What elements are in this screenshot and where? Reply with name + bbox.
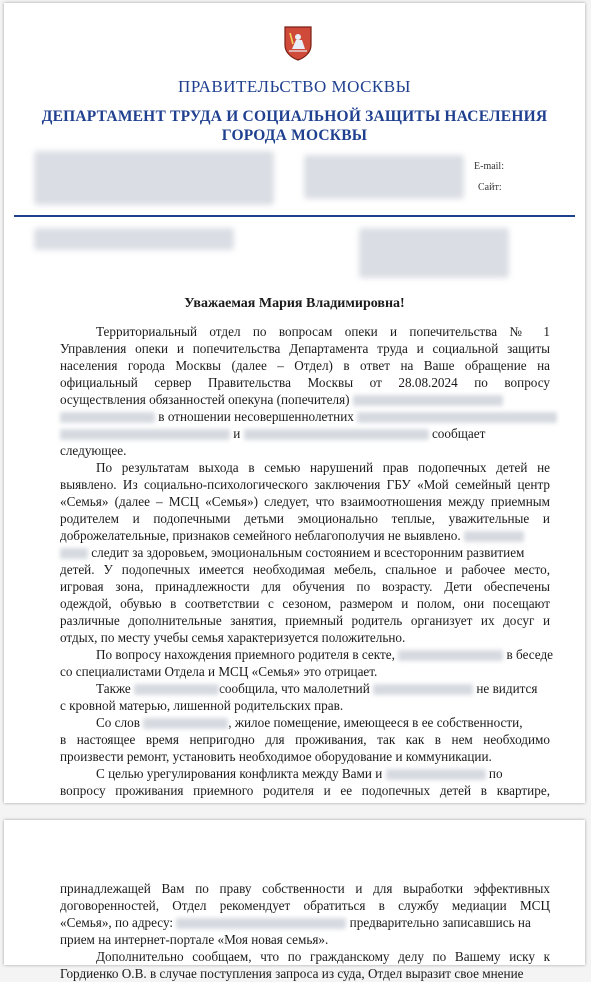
department-title [24,107,565,145]
body-line: Управления опеки и попечительства Департамента труда и социальной защиты [60,341,550,356]
body-line: Гордиенко О.В. в случае поступления запроса из суда, Отдел выразит свое мнение [60,966,524,981]
redacted-contact-block [304,155,464,199]
greeting: Уважаемая Мария Владимировна! [184,296,405,311]
body-line: следит за здоровьем, эмоциональным состоянием и всесторонним развитием [60,544,550,561]
body-line: выявлено. Из социально-психологического заключения ГБУ «Мой семейный центр [60,477,550,492]
department-title-line2: ГОРОДА МОСКВЫ [221,127,368,144]
body-line: официальный сервер Правительства Москвы от 28.08.2024 по вопросу [60,375,550,390]
letter-page-2 [4,820,585,981]
body-line: Дополнительно сообщаем, что по гражданскому делу по Вашему иску к [96,949,550,964]
redacted-recipient [359,228,509,278]
body-line: следующее. [60,443,127,458]
body-line: с кровной матерью, лишенной родительских прав. [60,698,344,713]
body-line: произвести ремонт, установить необходимое оборудование и коммуникации. [60,749,492,764]
body-line: По вопросу нахождения приемного родителя в секте, в беседе [96,647,554,662]
body-line: одеждой, обувью в соответствии с сезоном, размером и полом, они посещают [60,596,550,611]
body-line: игровая зона, принадлежности для обучения по возрасту. Дети обеспечены [60,579,550,594]
body-line: С целью урегулирования конфликта между Вами и по [96,766,503,781]
body-line: «Семья», по адресу: предварительно записавшись на [60,915,531,930]
body-line: принадлежащей Вам по праву собственности и для выработки эффективных [60,881,550,896]
government-title: ПРАВИТЕЛЬСТВО МОСКВЫ [178,77,411,96]
body-line: договоренностей, Отдел рекомендует обратиться в службу медиации МСЦ [60,898,550,913]
body-line: со специалистами Отдела и МСЦ «Семья» это отрицает. [60,664,378,679]
header-divider [14,215,575,217]
site-label: Сайт: [478,182,502,193]
body-line: в отношении несовершеннолетних [60,408,550,425]
body-line: По результатам выхода в семью нарушений прав подопечных детей не [96,460,550,475]
body-line: Со слов , жилое помещение, имеющееся в ее собственности, [96,715,523,730]
body-line: Территориальный отдел по вопросам опеки и попечительства № 1 [96,324,550,339]
letter-page-1 [4,3,585,803]
body-line: вопросу проживания приемного родителя и ее подопечных детей в квартире, [60,783,550,798]
body-line: отдых, по месту учебы семья характеризуется положительно. [60,630,406,645]
body-line: родителем и подопечными детьми эмоционально теплые, уважительные и [60,511,550,526]
email-label: E-mail: [474,161,504,172]
body-line: детей. У подопечных имеется необходимая мебель, спальное и рабочее место, [60,562,550,577]
body-line: населения города Москвы (далее – Отдел) в ответ на Ваше обращение на [60,358,550,373]
body-line: прием на интернет-портале «Моя новая семья». [60,932,329,947]
body-line: «Семья» (далее – МСЦ «Семья») следует, что взаимоотношения между приемным [60,494,550,509]
body-line: в настоящее время непригодно для проживания, так как в нем необходимо [60,732,550,747]
body-line: Также сообщила, что малолетний не видится [96,681,538,696]
moscow-coat-of-arms-icon [283,25,313,61]
department-title-line1: ДЕПАРТАМЕНТ ТРУДА И СОЦИАЛЬНОЙ ЗАЩИТЫ НАСЕЛЕНИЯ [41,108,548,125]
body-line: и сообщает [60,425,550,442]
redacted-address-block [34,151,274,205]
body-line: различные дополнительные занятия, приемный родитель организует их досуг и [60,613,550,628]
body-line: осуществления обязанностей опекуна (попечителя) [60,391,550,408]
body-line: доброжелательные, признаков семейного неблагополучия не выявлено. [60,527,550,544]
redacted-reference [34,228,234,250]
